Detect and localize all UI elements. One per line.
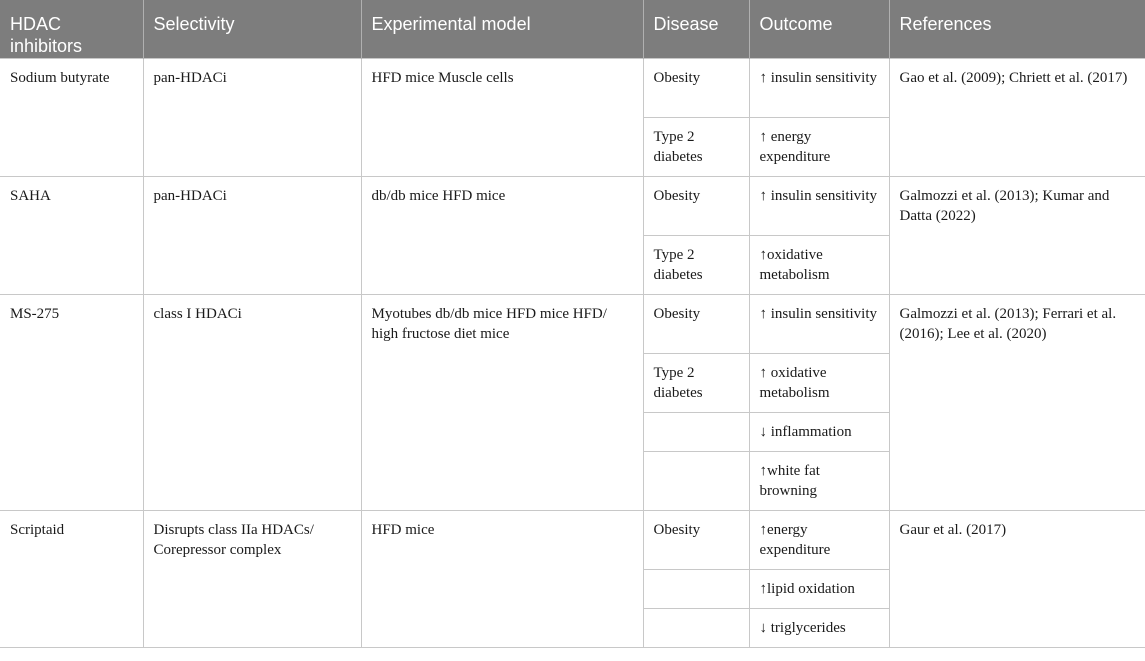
cell-selectivity: pan-HDACi: [143, 176, 361, 294]
table-row: [0, 294, 1145, 353]
cell-inhibitor: Scriptaid: [0, 510, 143, 647]
cell-references: Galmozzi et al. (2013); Ferrari et al. (2016); Lee et al. (2020): [889, 294, 1145, 510]
cell-outcome: ↑oxidative metabolism: [749, 235, 889, 294]
table-row: [0, 176, 1145, 235]
cell-disease: Type 2 diabetes: [643, 235, 749, 294]
cell-outcome: ↓ triglycerides: [749, 608, 889, 647]
cell-experimental-model: HFD mice Muscle cells: [361, 58, 643, 176]
cell-inhibitor: Sodium butyrate: [0, 58, 143, 176]
cell-outcome: ↑lipid oxidation: [749, 569, 889, 608]
cell-disease: Obesity: [643, 294, 749, 353]
cell-disease: Obesity: [643, 176, 749, 235]
cell-experimental-model: HFD mice: [361, 510, 643, 647]
cell-outcome: ↑ insulin sensitivity: [749, 294, 889, 353]
cell-references: Gao et al. (2009); Chriett et al. (2017): [889, 58, 1145, 176]
cell-outcome: ↑ insulin sensitivity: [749, 176, 889, 235]
cell-selectivity: Disrupts class IIa HDACs/ Corepressor complex: [143, 510, 361, 647]
cell-outcome: ↑ insulin sensitivity: [749, 58, 889, 117]
header-selectivity: Selectivity: [143, 0, 361, 58]
cell-selectivity: class I HDACi: [143, 294, 361, 510]
cell-outcome: ↑energy expenditure: [749, 510, 889, 569]
table-row: [0, 58, 1145, 117]
header-outcome: Outcome: [749, 0, 889, 58]
cell-inhibitor: MS-275: [0, 294, 143, 510]
cell-experimental-model: db/db mice HFD mice: [361, 176, 643, 294]
cell-selectivity: pan-HDACi: [143, 58, 361, 176]
cell-experimental-model: Myotubes db/db mice HFD mice HFD/ high fructose diet mice: [361, 294, 643, 510]
cell-disease: Obesity: [643, 58, 749, 117]
header-disease: Disease: [643, 0, 749, 58]
cell-disease: [643, 412, 749, 451]
table-row: [0, 510, 1145, 569]
cell-inhibitor: SAHA: [0, 176, 143, 294]
cell-disease: [643, 451, 749, 510]
header-experimental-model: Experimental model: [361, 0, 643, 58]
cell-outcome: ↑ oxidative metabolism: [749, 353, 889, 412]
cell-references: Galmozzi et al. (2013); Kumar and Datta (2022): [889, 176, 1145, 294]
cell-references: Gaur et al. (2017): [889, 510, 1145, 647]
cell-outcome: ↓ inflammation: [749, 412, 889, 451]
cell-outcome: ↑white fat browning: [749, 451, 889, 510]
cell-disease: [643, 608, 749, 647]
cell-disease: Obesity: [643, 510, 749, 569]
header-row: [0, 0, 1145, 58]
header-hdac-inhibitors: HDAC inhibitors: [0, 0, 143, 58]
cell-disease: Type 2 diabetes: [643, 353, 749, 412]
cell-disease: [643, 569, 749, 608]
cell-disease: Type 2 diabetes: [643, 117, 749, 176]
cell-outcome: ↑ energy expenditure: [749, 117, 889, 176]
header-references: References: [889, 0, 1145, 58]
